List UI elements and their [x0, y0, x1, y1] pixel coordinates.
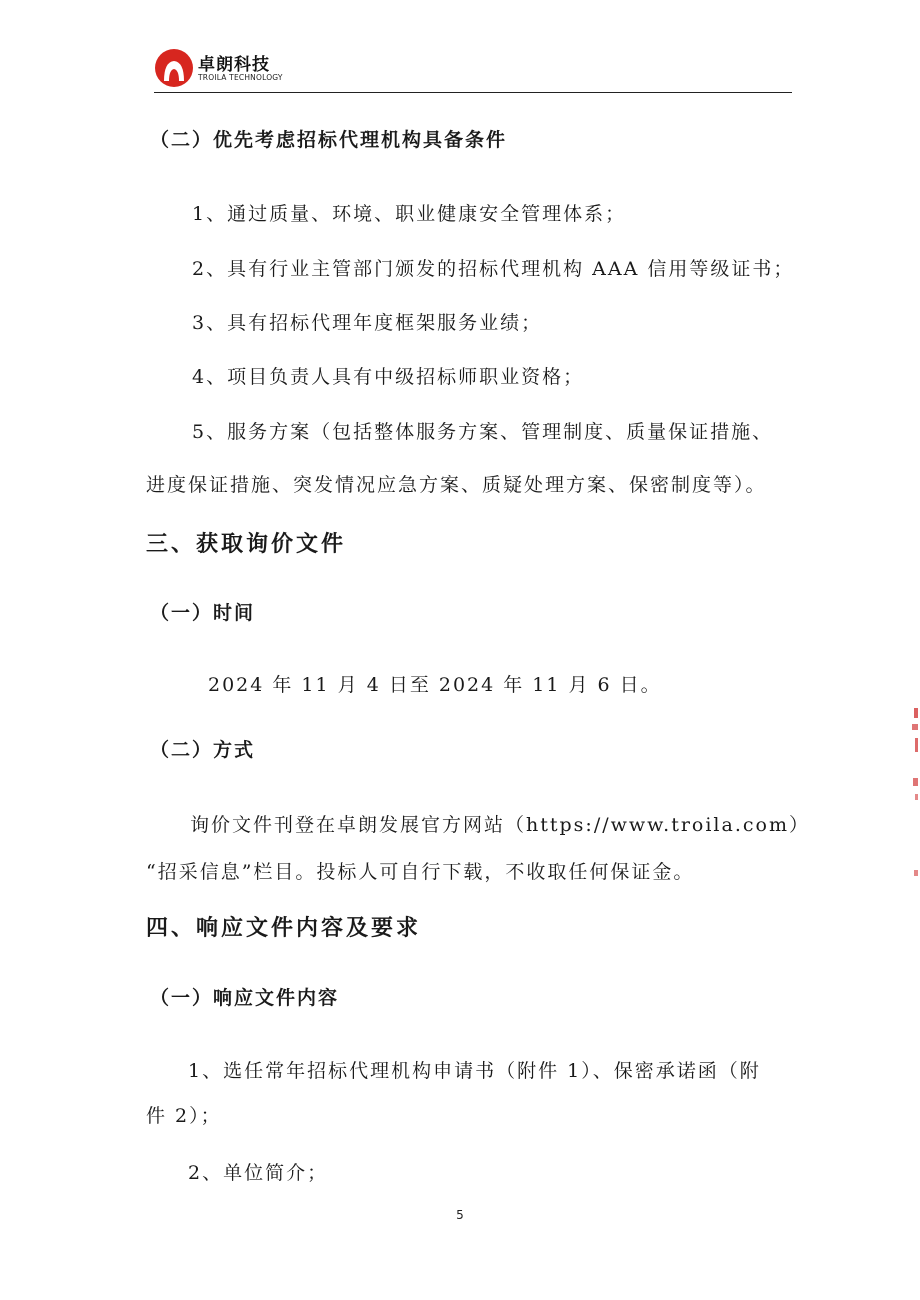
- troila-logo-icon: [154, 48, 194, 88]
- subsection-heading-method: （二）方式: [150, 739, 256, 761]
- brand-name-en: TROILA TECHNOLOGY: [198, 73, 283, 82]
- condition-item-4: 4、项目负责人具有中级招标师职业资格；: [192, 366, 585, 388]
- subsection-heading-preferred-conditions: （二）优先考虑招标代理机构具备条件: [150, 129, 508, 151]
- method-text-line-2: “招采信息”栏目。投标人可自行下载，不收取任何保证金。: [146, 861, 695, 883]
- method-text-line-1: 询价文件刊登在卓朗发展官方网站（https://www.troila.com）: [190, 814, 810, 836]
- time-text: 2024 年 11 月 4 日至 2024 年 11 月 6 日。: [208, 674, 662, 696]
- page-header: [154, 40, 794, 98]
- red-seal-fragment-icon: [900, 690, 920, 890]
- header-divider: [154, 92, 792, 93]
- subsection-heading-response-content: （一）响应文件内容: [150, 987, 340, 1009]
- condition-item-5: 5、服务方案（包括整体服务方案、管理制度、质量保证措施、: [192, 421, 774, 443]
- condition-item-5-continued: 进度保证措施、突发情况应急方案、质疑处理方案、保密制度等）。: [146, 474, 767, 496]
- page-number: 5: [456, 1208, 464, 1222]
- condition-item-1: 1、通过质量、环境、职业健康安全管理体系；: [192, 203, 627, 225]
- condition-item-3: 3、具有招标代理年度框架服务业绩；: [192, 312, 543, 334]
- condition-item-2: 2、具有行业主管部门颁发的招标代理机构 AAA 信用等级证书；: [192, 258, 795, 280]
- section-title-response-documents: 四、响应文件内容及要求: [146, 916, 422, 941]
- subsection-heading-time: （一）时间: [150, 602, 256, 624]
- brand-name-cn: 卓朗科技: [198, 55, 270, 75]
- response-item-1: 1、选任常年招标代理机构申请书（附件 1）、保密承诺函（附: [188, 1060, 761, 1082]
- response-item-1-continued: 件 2）；: [146, 1105, 222, 1127]
- response-item-2: 2、单位简介；: [188, 1162, 329, 1184]
- section-title-obtain-inquiry-documents: 三、获取询价文件: [146, 532, 347, 557]
